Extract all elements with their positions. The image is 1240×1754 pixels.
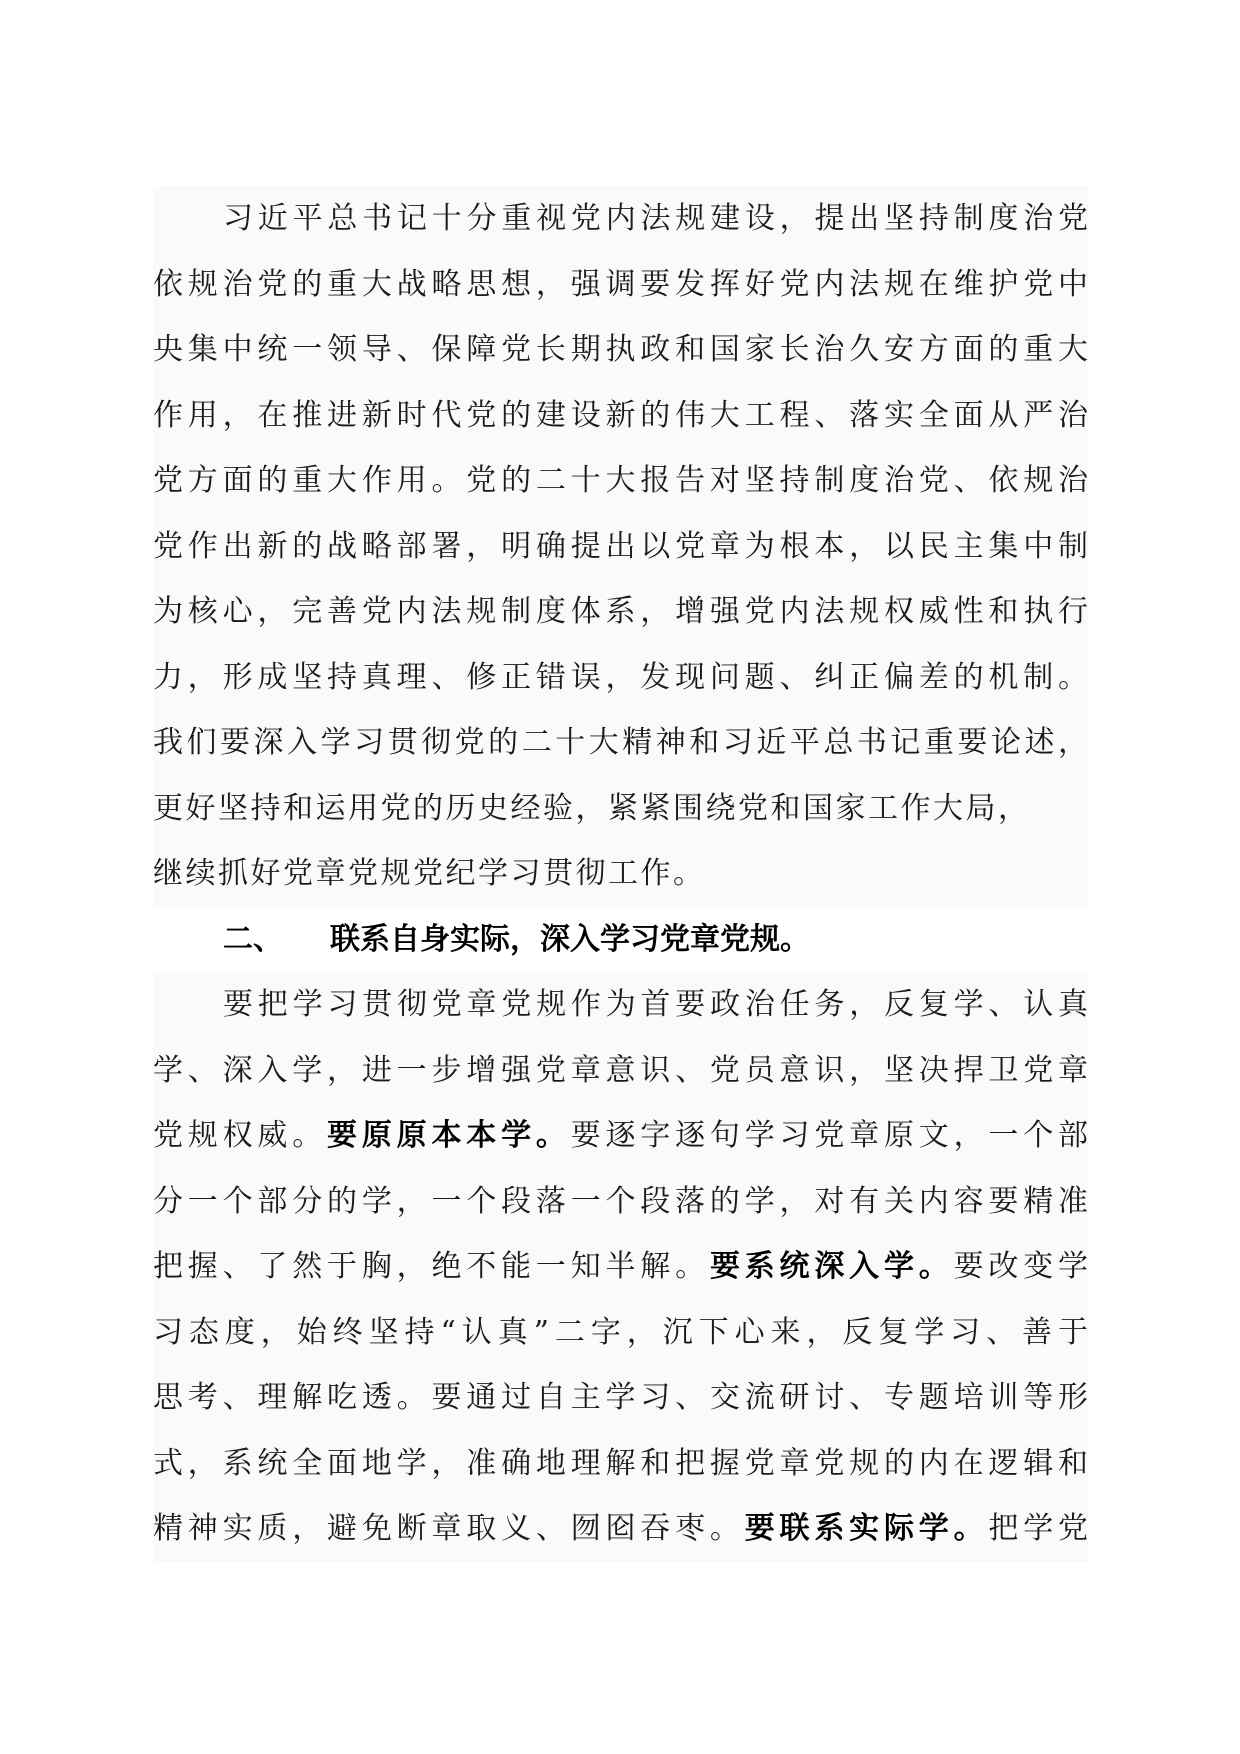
paragraph-line: 党作出新的战略部署，明确提出以党章为根本，以民主集中制 — [153, 514, 1088, 580]
paragraph-line: 央集中统一领导、保障党长期执政和国家长治久安方面的重大 — [153, 317, 1088, 383]
paragraph-line: 式，系统全面地学，准确地理解和把握党章党规的内在逻辑和 — [153, 1431, 1088, 1497]
paragraph-line: 为核心，完善党内法规制度体系，增强党内法规权威性和执行 — [153, 579, 1088, 645]
paragraph-line: 思考、理解吃透。要通过自主学习、交流研讨、专题培训等形 — [153, 1365, 1088, 1431]
paragraph-line: 要把学习贯彻党章党规作为首要政治任务，反复学、认真 — [153, 972, 1088, 1038]
paragraph-line — [153, 1103, 1088, 1169]
line-text: 把握、了然于胸，绝不能一知半解。 — [153, 1249, 710, 1284]
paragraph-line: 依规治党的重大战略思想，强调要发挥好党内法规在维护党中 — [153, 252, 1088, 318]
paragraph-line: 分一个部分的学，一个段落一个段落的学，对有关内容要精准 — [153, 1169, 1088, 1235]
line-text: 党规权威。 — [153, 1118, 328, 1153]
bold-lead: 要系统深入学。 — [709, 1249, 954, 1284]
paragraph-line — [153, 1234, 1088, 1300]
line-text: 要改变学 — [953, 1249, 1089, 1284]
line-text: 精神实质，避免断章取义、囫囵吞枣。 — [153, 1511, 745, 1546]
paragraph-line: 学、深入学，进一步增强党章意识、党员意识，坚决捍卫党章 — [153, 1038, 1088, 1104]
section-heading — [153, 907, 1088, 973]
line-text: 把学党 — [988, 1511, 1089, 1546]
paragraph-line: 党方面的重大作用。党的二十大报告对坚持制度治党、依规治 — [153, 448, 1088, 514]
paragraph-line — [153, 1496, 1088, 1562]
document-body — [153, 186, 1088, 1562]
section-heading-number: 二、 — [223, 921, 283, 957]
paragraph-line: 我们要深入学习贯彻党的二十大精神和习近平总书记重要论述， — [153, 710, 1088, 776]
bold-lead: 要原原本本学。 — [327, 1118, 571, 1153]
paragraph-line: 力，形成坚持真理、修正错误，发现问题、纠正偏差的机制。 — [153, 645, 1088, 711]
paragraph-line: 习态度，始终坚持“认真”二字，沉下心来，反复学习、善于 — [153, 1300, 1088, 1366]
paragraph-line: 更好坚持和运用党的历史经验，紧紧围绕党和国家工作大局， — [153, 776, 1088, 842]
paragraph-line: 作用，在推进新时代党的建设新的伟大工程、落实全面从严治 — [153, 383, 1088, 449]
section-heading-text: 联系自身实际，深入学习党章党规。 — [330, 921, 810, 957]
bold-lead: 要联系实际学。 — [744, 1511, 989, 1546]
paragraph-line: 习近平总书记十分重视党内法规建设，提出坚持制度治党 — [153, 186, 1088, 252]
line-text: 要逐字逐句学习党章原文，一个部 — [570, 1118, 1089, 1153]
paragraph-line: 继续抓好党章党规党纪学习贯彻工作。 — [153, 841, 1088, 907]
